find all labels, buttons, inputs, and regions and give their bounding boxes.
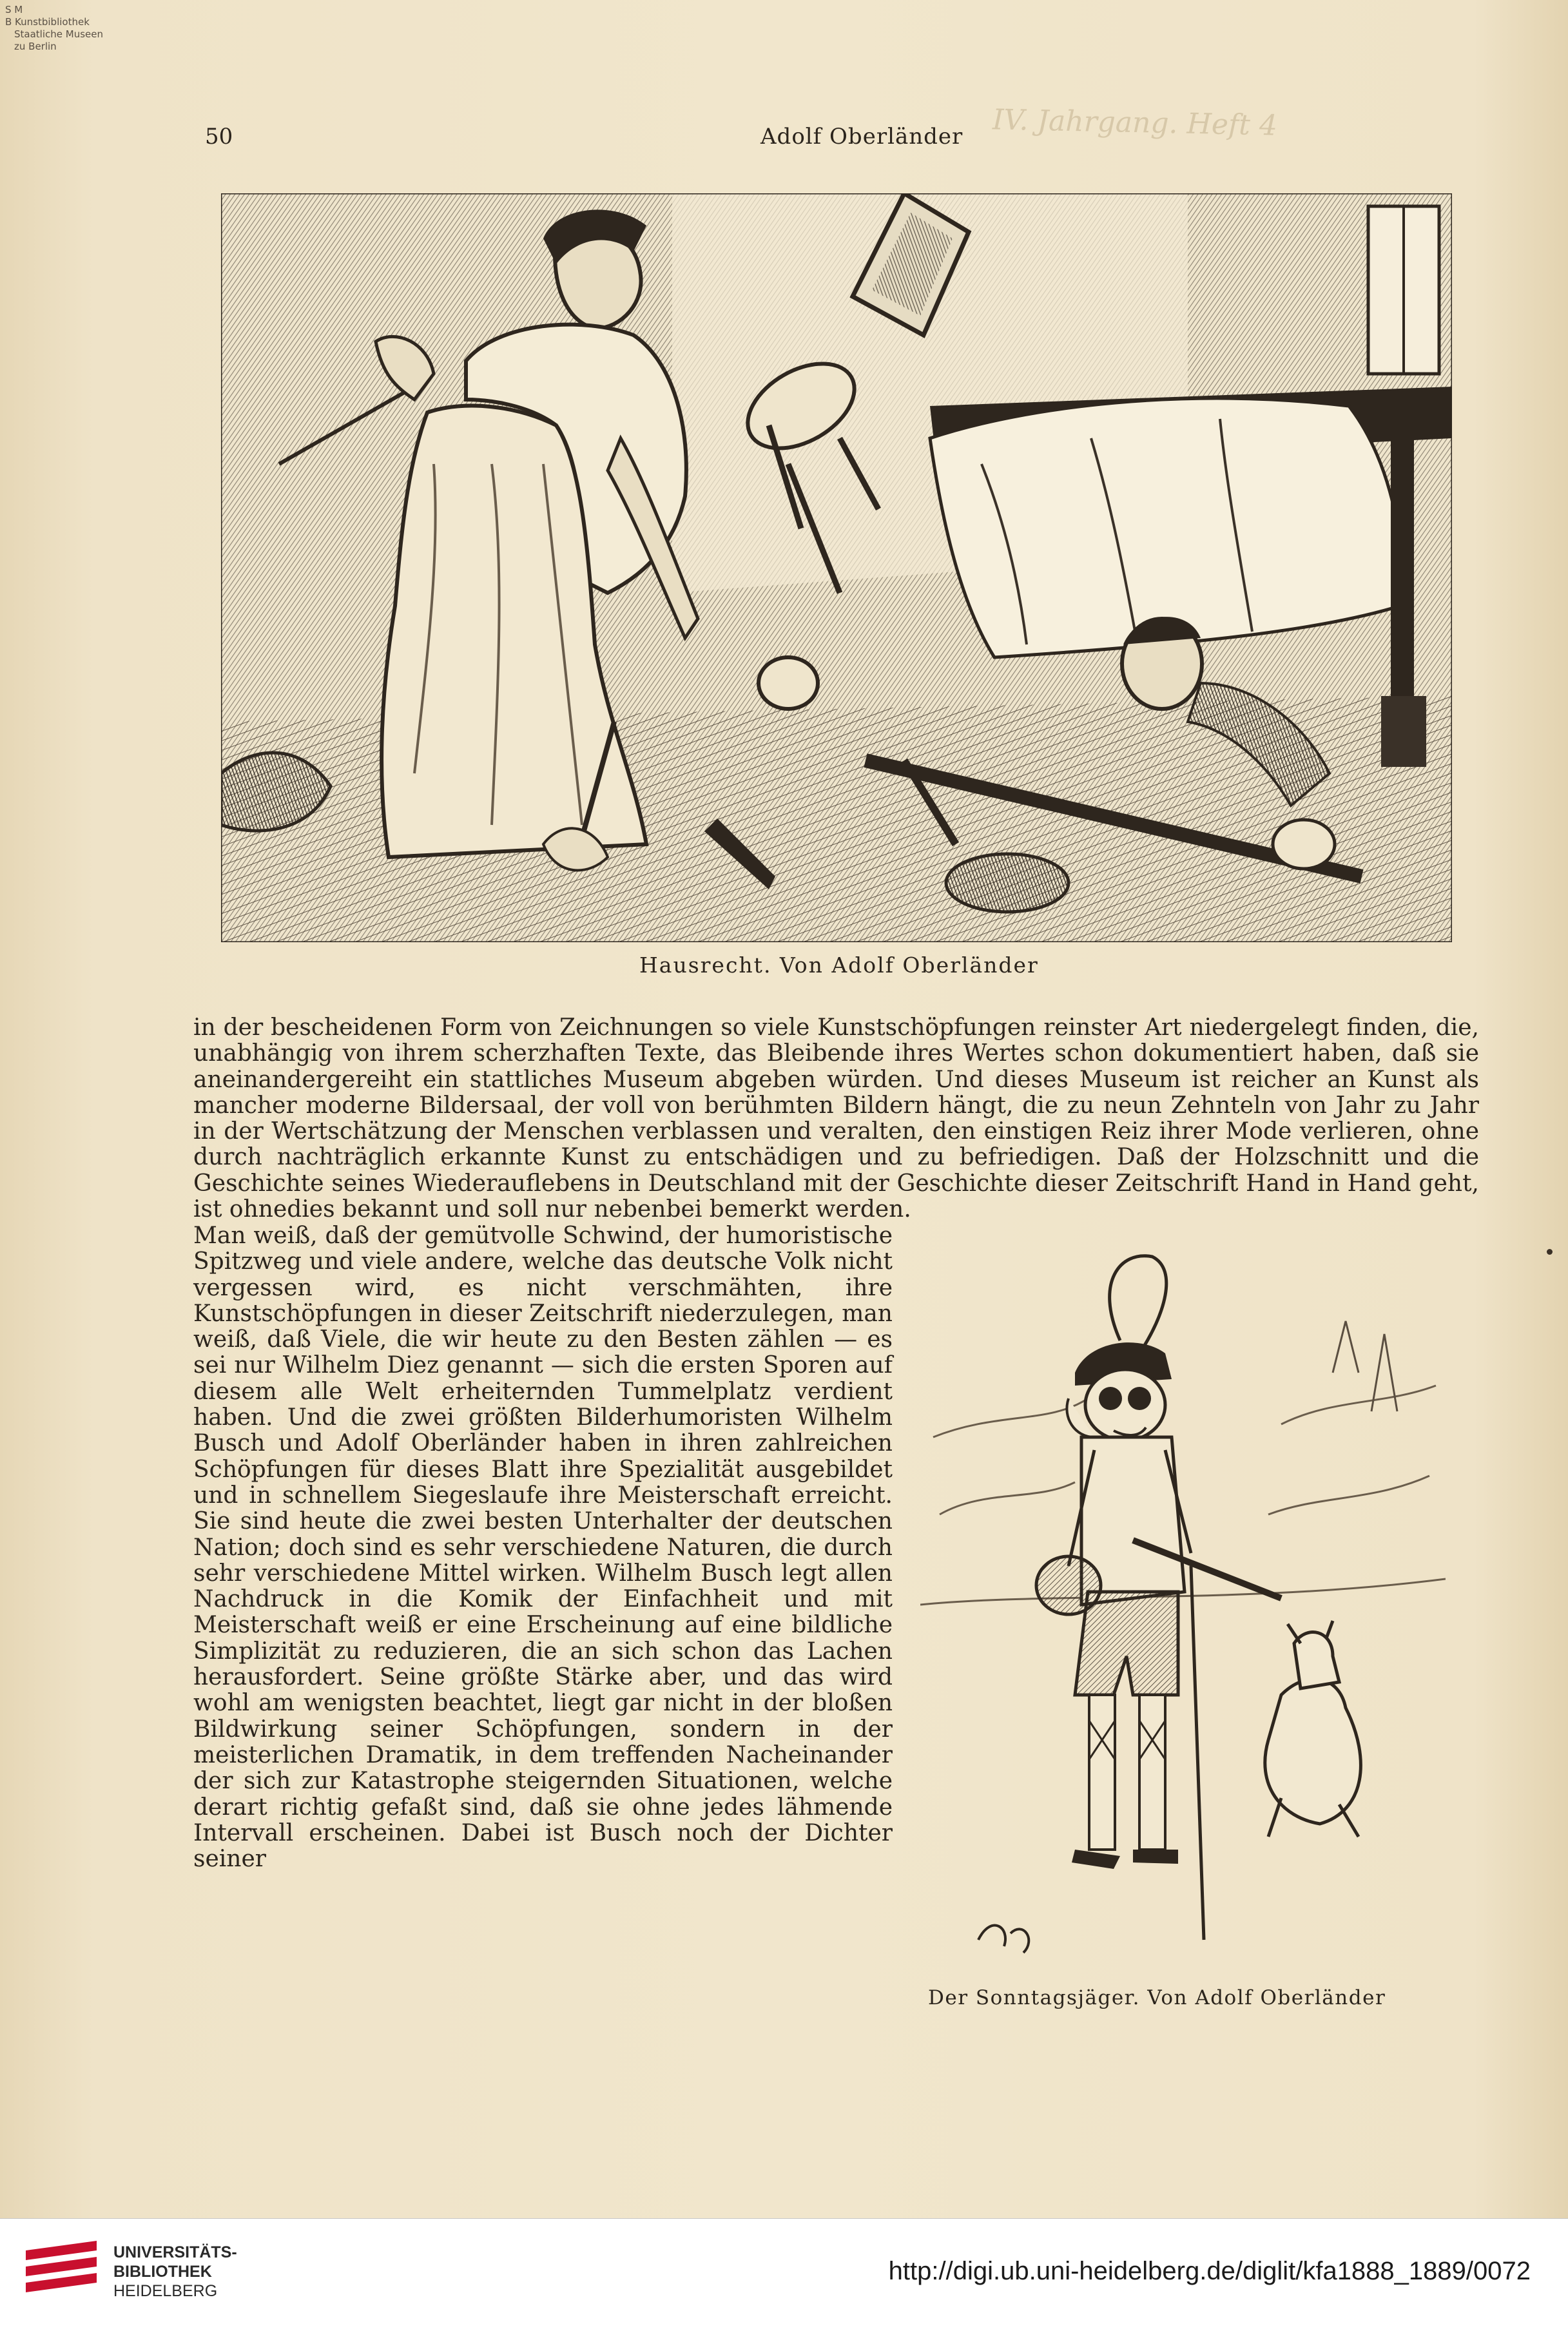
intro-paragraph-text: in der bescheidenen Form von Zeichnungen so viele Kunstschöpfungen reinster Art niedergelegt finden, die, unabhängig von ihrem scherzhaften Texte, das Bleibende ihres Wertes schon dokumentiert haben, daß sie aneinandergereiht ein stattliches Museum abgeben würden. Und dieses Museum ist reicher an Kunst als mancher moderne Bildersaal, der voll von berühmten Bildern hängt, die zu neun Zehnteln von Jahr zu Jahr in der Wertschätzung der Menschen verblassen und veralten, den einstigen Reiz ihrer Mode verlieren, ohne durch nachträglich erkannte Kunst zu entschädigen und zu befriedigen. Daß der Holzschnitt und die Geschichte seines Wiederauflebens in Deutschland mit der Geschichte dieser Zeitschrift Hand in Hand geht, ist ohnedies bekannt und soll nur nebenbei bemerkt werden.: [193, 1014, 1479, 1223]
stamp-line: Staatliche Museen: [14, 28, 103, 40]
column-paragraph: [193, 1223, 893, 1872]
running-title: Adolf Oberländer: [760, 124, 963, 150]
show-through-heading: IV. Jahrgang. Heft 4: [992, 103, 1278, 142]
museum-stamp: [5, 4, 103, 53]
sonntagsjaeger-illustration: [920, 1244, 1446, 1978]
library-name: [113, 2243, 237, 2301]
library-name-line: HEIDELBERG: [113, 2282, 218, 2300]
university-library-logo: [19, 2231, 103, 2315]
margin-mark: [1547, 1249, 1553, 1255]
hausrecht-illustration: [221, 193, 1452, 942]
intro-paragraph: [193, 1015, 1479, 1223]
sonntagsjaeger-caption: Der Sonntagsjäger. Von Adolf Oberländer: [928, 1986, 1386, 2009]
permalink-url[interactable]: http://digi.ub.uni-heidelberg.de/diglit/kfa1888_1889/0072: [888, 2257, 1531, 2285]
library-name-line: BIBLIOTHEK: [113, 2263, 212, 2281]
column-paragraph-text: Man weiß, daß der gemütvolle Schwind, der humoristische Spitzweg und viele andere, welche das deutsche Volk nicht vergessen wird, es nicht verschmähten, ihre Kunstschöpfungen in dieser Zeitschrift niederzulegen, man weiß, daß Viele, die wir heute zu den Besten zählen — es sei nur Wilhelm Diez genannt — sich die ersten Sporen auf diesem alle Welt erheiternden Tummelplatz verdient haben. Und die zwei größten Bilderhumoristen Wilhelm Busch und Adolf Oberländer haben in ihren zahlreichen Schöpfungen für dieses Blatt ihre Spezialität ausgebildet und in schnellem Siegeslaufe ihre Meisterschaft erreicht. Sie sind heute die zwei besten Unterhalter der deutschen Nation; doch sind es sehr verschiedene Naturen, die durch sehr verschiedene Mittel wirken. Wilhelm Busch legt allen Nachdruck in die Komik der Einfachheit und mit Meisterschaft weiß er eine Erscheinung auf eine bildliche Simplizität zu reduzieren, die an sich schon das Lachen herausfordert. Seine größte Stärke aber, und das wird wohl am wenigsten beachtet, liegt gar nicht in der bloßen Bildwirkung seiner Schöpfungen, sondern in der meisterlichen Dramatik, in dem treffenden Nacheinander der sich zur Katastrophe steigernden Situationen, welche derart richtig gefaßt sind, daß sie ohne jedes lähmende Intervall erscheinen. Dabei ist Busch noch der Dichter seiner: [193, 1223, 893, 1873]
stamp-line: zu Berlin: [14, 41, 57, 52]
stamp-line: S M: [5, 4, 23, 15]
hausrecht-caption: Hausrecht. Von Adolf Oberländer: [639, 953, 1039, 978]
page-number: 50: [205, 124, 233, 150]
stamp-line: B Kunstbibliothek: [5, 16, 90, 28]
library-name-line: UNIVERSITÄTS-: [113, 2243, 237, 2261]
